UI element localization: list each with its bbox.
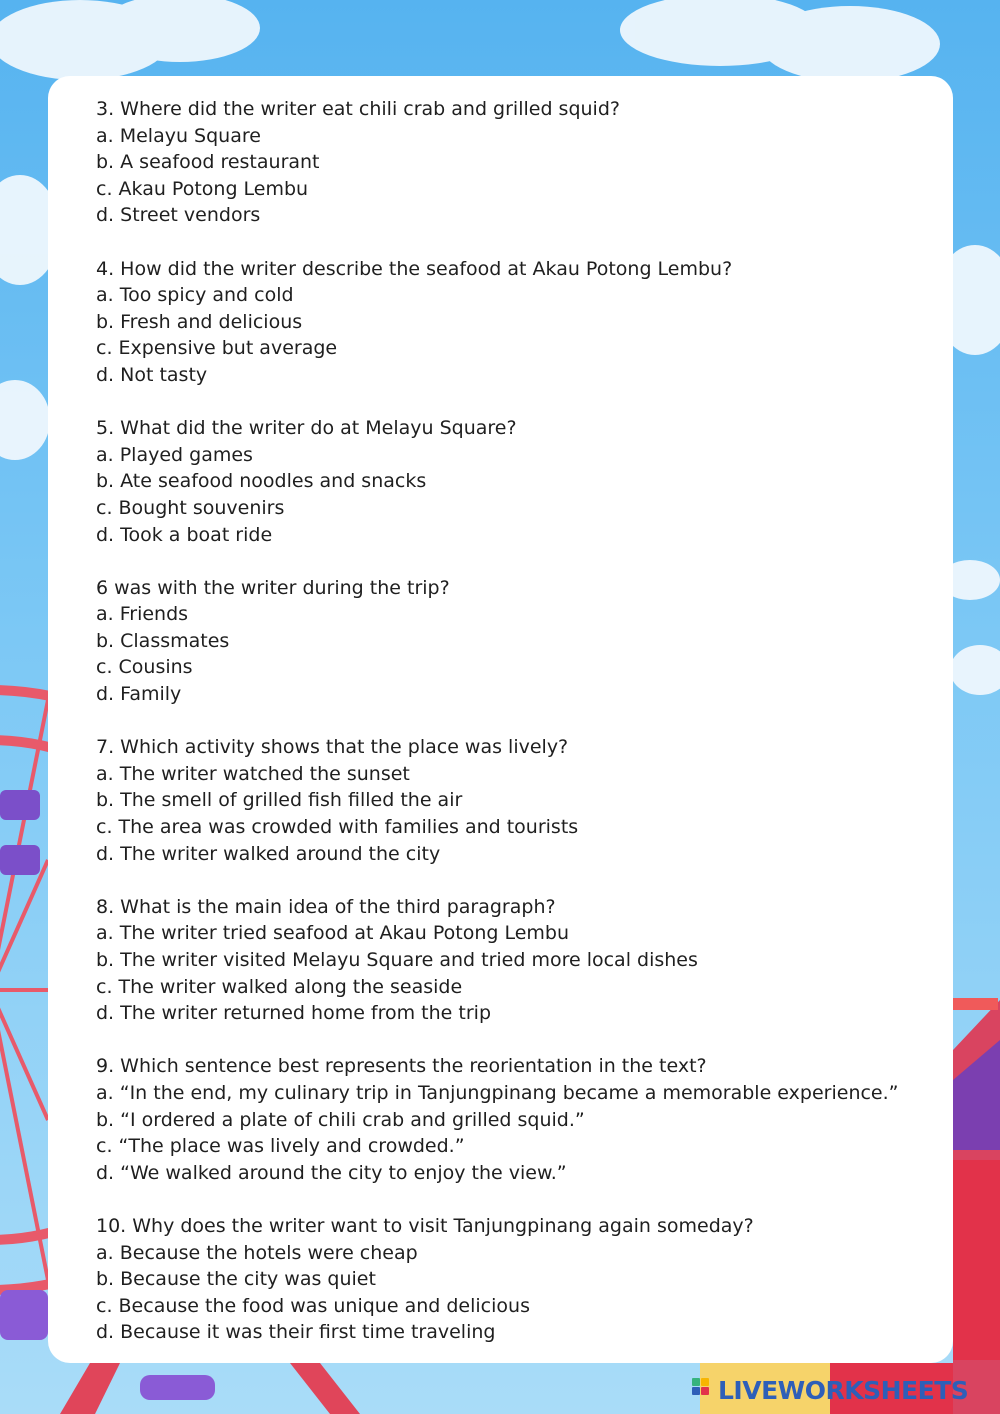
answer-option: a. “In the end, my culinary trip in Tanjungpinang became a memorable experience.”: [96, 1081, 899, 1104]
answer-option: b. The writer visited Melayu Square and tried more local dishes: [96, 949, 698, 971]
answer-option: b. The smell of grilled fish filled the air: [96, 789, 463, 812]
liveworksheets-logo-text: LIVEWORKSHEETS: [718, 1375, 969, 1405]
answer-option: c. Because the food was unique and delicious: [96, 1294, 530, 1317]
question-block: [96, 96, 936, 229]
answer-option: b. Fresh and delicious: [96, 310, 303, 333]
answer-option: d. “We walked around the city to enjoy the view.”: [96, 1161, 567, 1184]
question-block: [96, 575, 936, 708]
answer-option: c. The writer walked along the seaside: [96, 975, 463, 998]
liveworksheets-logo: [692, 1374, 968, 1406]
answer-option: c. Bought souvenirs: [96, 496, 285, 519]
answer-option: d. Took a boat ride: [96, 523, 273, 546]
answer-option: b. A seafood restaurant: [96, 151, 320, 174]
question-text: 5. What did the writer do at Melayu Square?: [96, 417, 517, 440]
question-text: 9. Which sentence best represents the reorientation in the text?: [96, 1055, 707, 1078]
answer-option: a. Melayu Square: [96, 124, 261, 147]
answer-option: a. The writer tried seafood at Akau Potong Lembu: [96, 922, 570, 945]
question-text: 10. Why does the writer want to visit Tanjungpinang again someday?: [96, 1214, 754, 1237]
answer-option: d. The writer walked around the city: [96, 842, 441, 865]
question-text: 7. Which activity shows that the place was lively?: [96, 736, 569, 759]
answer-option: c. Akau Potong Lembu: [96, 177, 309, 200]
answer-option: a. Because the hotels were cheap: [96, 1241, 418, 1264]
question-block: [96, 894, 936, 1027]
question-text: 4. How did the writer describe the seafood at Akau Potong Lembu?: [96, 257, 733, 280]
answer-option: c. Expensive but average: [96, 337, 338, 360]
question-list: [96, 96, 936, 1373]
answer-option: c. Cousins: [96, 656, 193, 679]
question-text: 6 was with the writer during the trip?: [96, 576, 450, 599]
answer-option: d. Family: [96, 683, 182, 706]
answer-option: a. Played games: [96, 443, 253, 466]
answer-option: a. Friends: [96, 603, 189, 626]
liveworksheets-logo-icon: [692, 1378, 714, 1402]
answer-option: d. The writer returned home from the trip: [96, 1002, 492, 1025]
answer-option: b. “I ordered a plate of chili crab and grilled squid.”: [96, 1108, 585, 1131]
answer-option: b. Because the city was quiet: [96, 1268, 376, 1291]
answer-option: d. Because it was their first time traveling: [96, 1321, 496, 1344]
answer-option: c. “The place was lively and crowded.”: [96, 1135, 465, 1158]
question-block: [96, 256, 936, 389]
answer-option: d. Street vendors: [96, 204, 261, 227]
question-block: [96, 734, 936, 867]
answer-option: b. Ate seafood noodles and snacks: [96, 470, 427, 493]
answer-option: a. Too spicy and cold: [96, 284, 294, 307]
question-text: 8. What is the main idea of the third paragraph?: [96, 895, 556, 918]
answer-option: b. Classmates: [96, 629, 230, 652]
answer-option: a. The writer watched the sunset: [96, 762, 410, 785]
question-block: [96, 1053, 936, 1186]
question-text: 3. Where did the writer eat chili crab and grilled squid?: [96, 98, 620, 120]
question-block: [96, 415, 936, 548]
answer-option: d. Not tasty: [96, 363, 208, 386]
answer-option: c. The area was crowded with families and tourists: [96, 816, 579, 839]
question-block: [96, 1213, 936, 1346]
